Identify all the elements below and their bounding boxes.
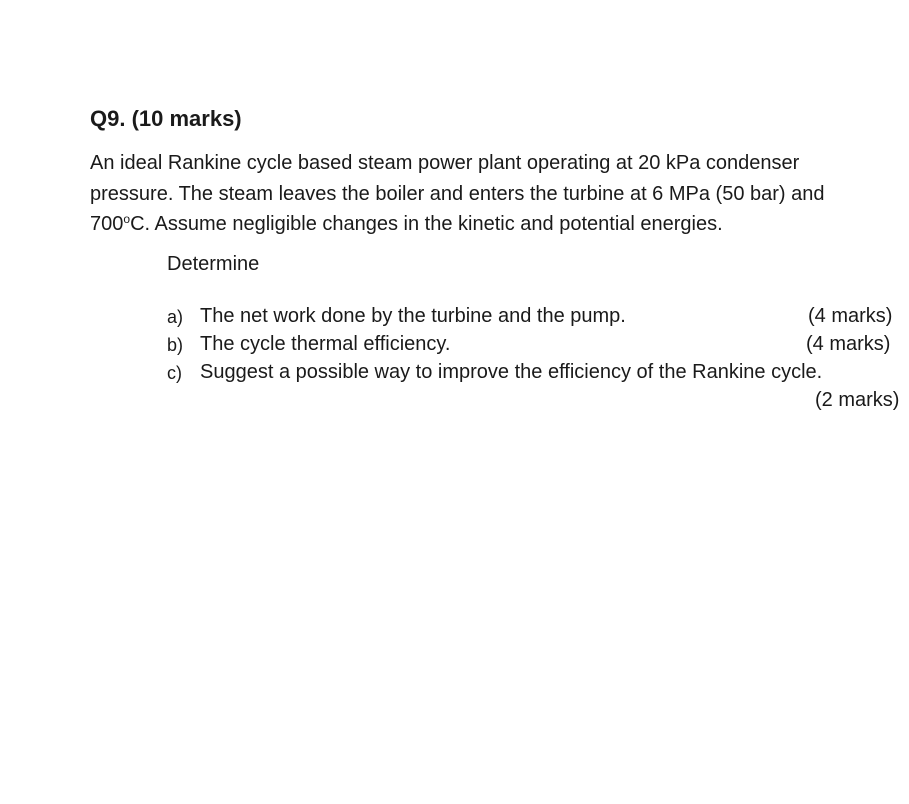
intro-line-3-rest: C. Assume negligible changes in the kinetic and potential energies. [130, 213, 723, 235]
question-intro [90, 148, 900, 240]
part-b-letter: b) [167, 335, 184, 355]
temperature-value: 700 [90, 213, 124, 235]
part-c-letter: c) [167, 363, 182, 383]
determine-label: Determine [167, 253, 260, 275]
question-title: Q9. (10 marks) [90, 106, 242, 131]
part-a-text: The net work done by the turbine and the pump. [200, 305, 626, 327]
degree-superscript: o [123, 212, 131, 226]
intro-line-2: pressure. The steam leaves the boiler and enters the turbine at 6 MPa (50 bar) and [90, 182, 825, 205]
part-a-marks: (4 marks) [808, 305, 893, 327]
part-a-letter: a) [167, 307, 184, 327]
part-b-text: The cycle thermal efficiency. [200, 333, 451, 355]
part-b-marks: (4 marks) [806, 333, 891, 355]
part-c-text: Suggest a possible way to improve the efficiency of the Rankine cycle. [200, 361, 823, 383]
part-c-marks: (2 marks) [815, 389, 900, 411]
intro-line-3 [90, 209, 900, 240]
intro-line-1: An ideal Rankine cycle based steam power plant operating at 20 kPa condenser [90, 152, 800, 174]
